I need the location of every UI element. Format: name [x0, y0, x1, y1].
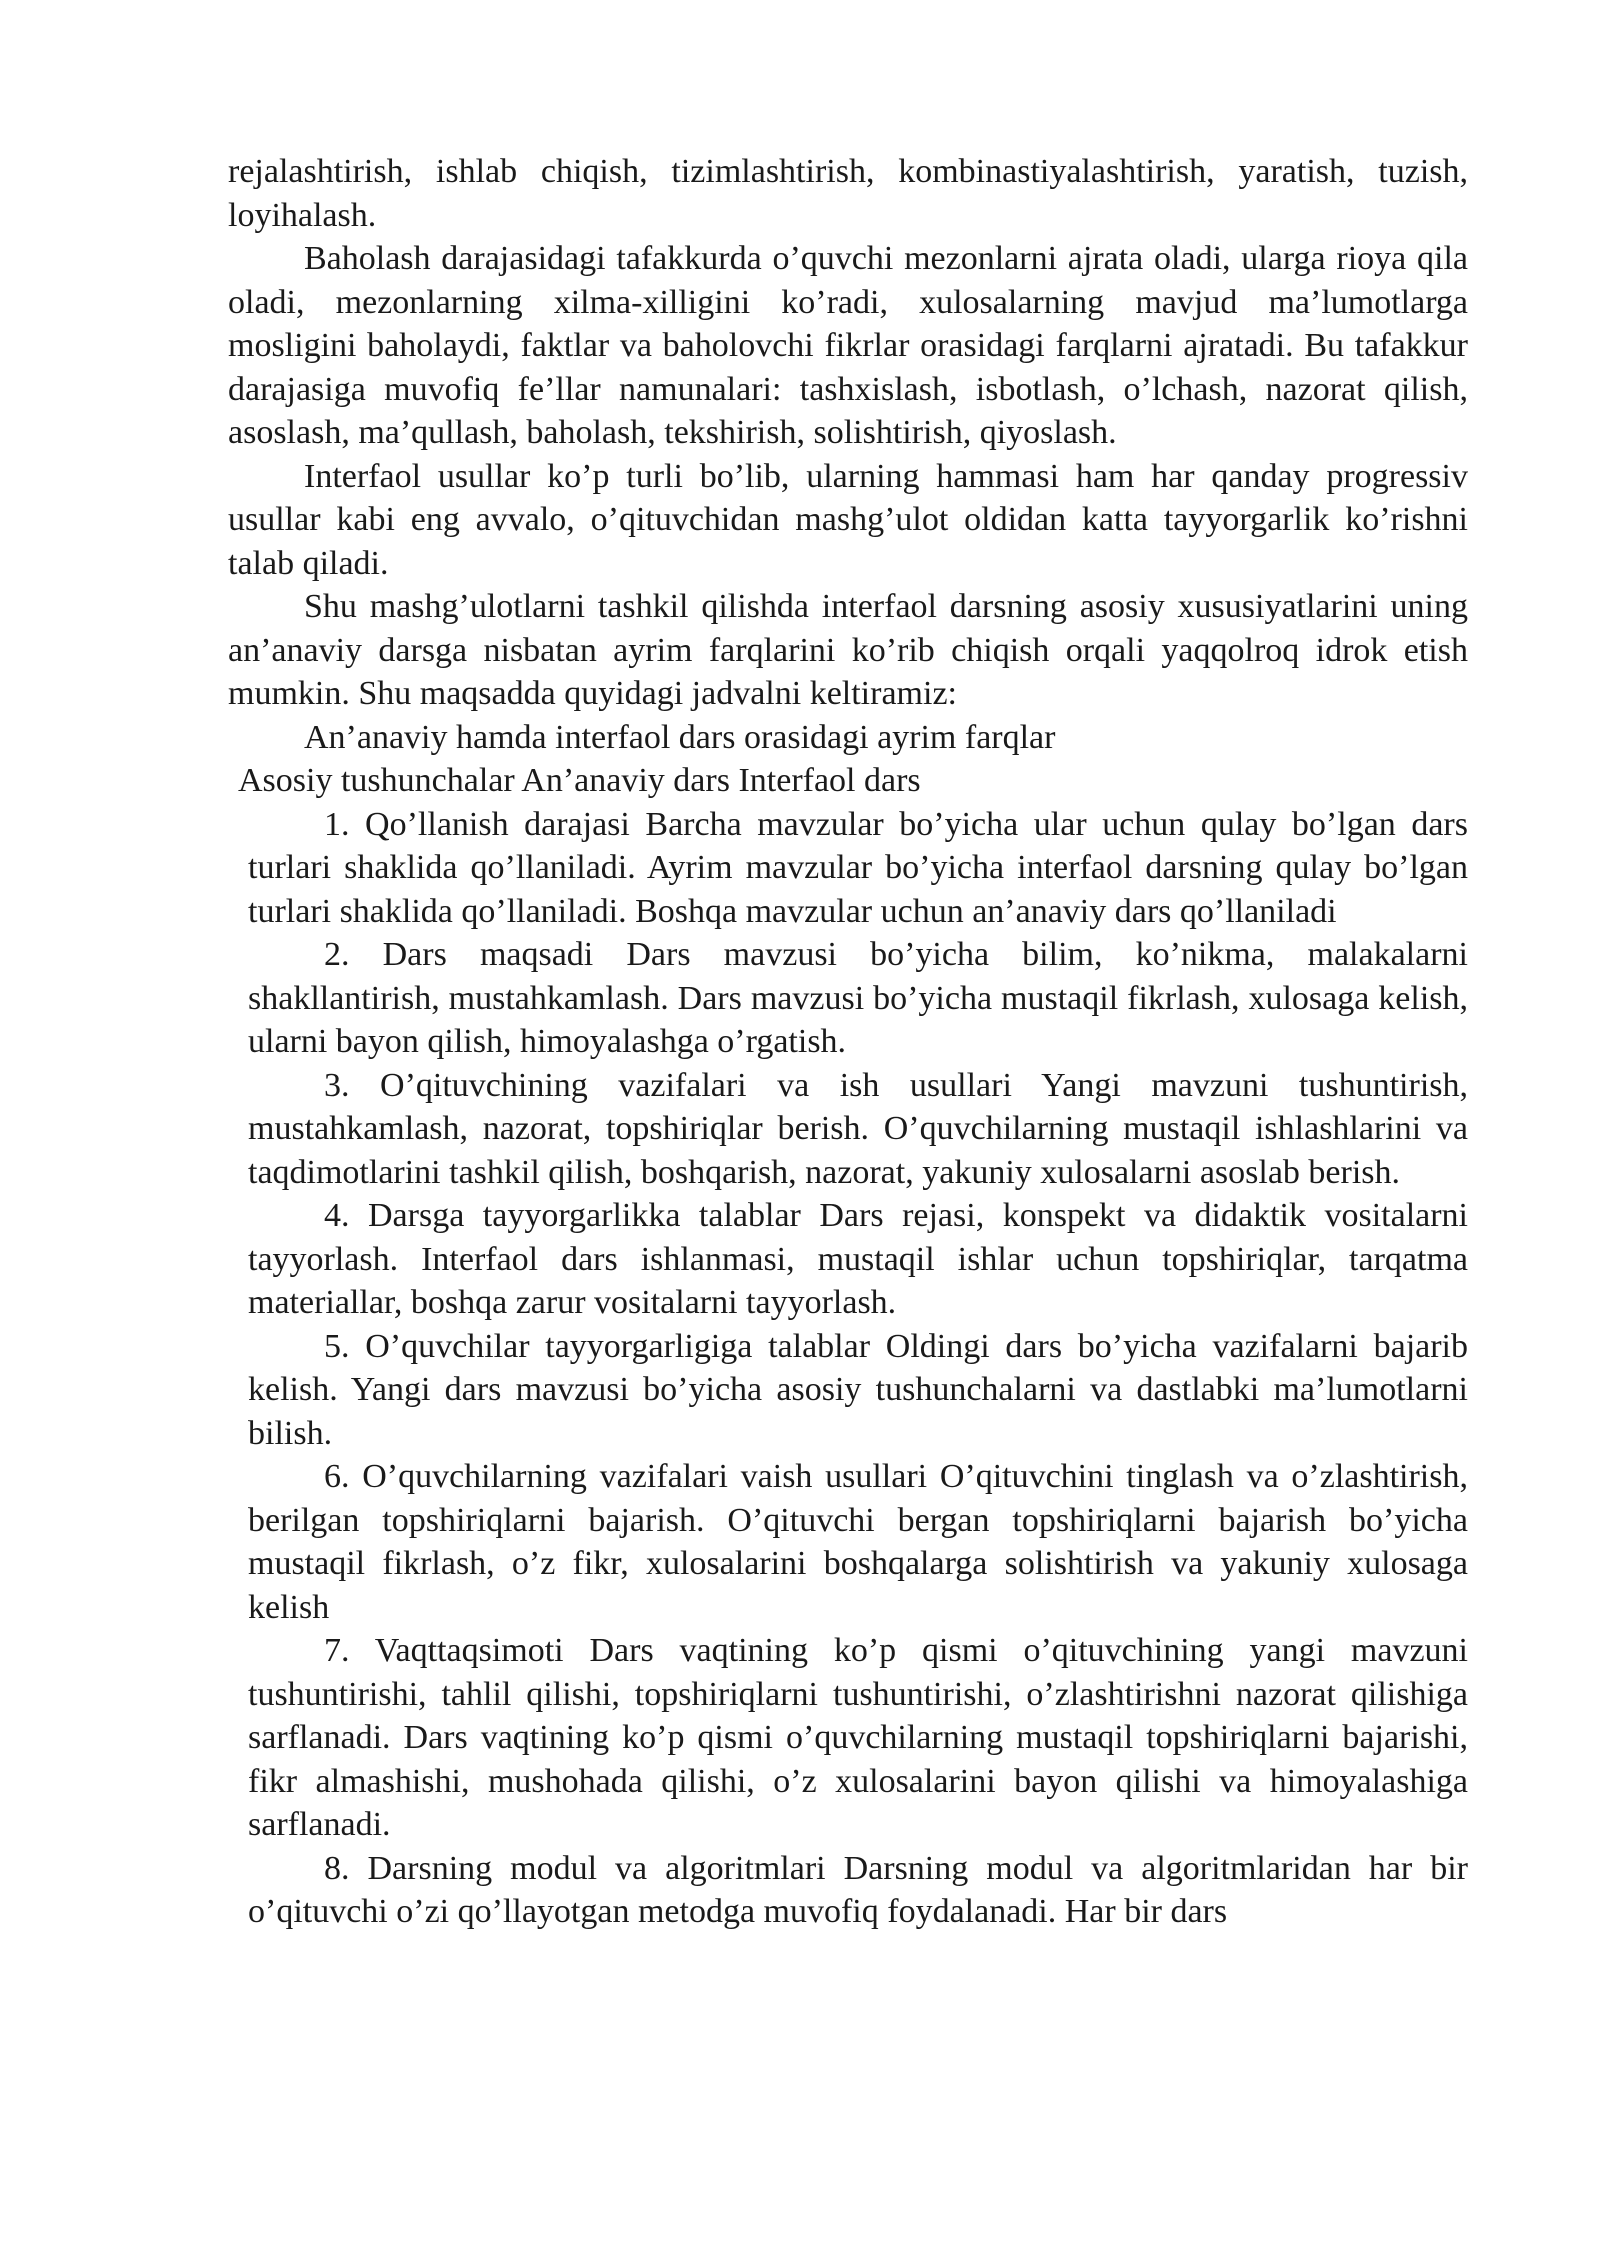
list-item — [248, 1847, 1468, 1934]
list-item — [248, 1064, 1468, 1195]
item-text: O’quvchilarning vazifalari vaish usullari O’qituvchini tinglash va o’zlashtirish, berilgan topshiriqlarni bajarish. O’qituvchi bergan topshiriqlarni bajarish bo’yicha mustaqil fikrlash, o’z fikr, xulosalarini boshqalarga solishtirish va yakuniy xulosaga kelish — [248, 1458, 1468, 1626]
item-number: 1. — [324, 805, 350, 843]
list-item — [248, 803, 1468, 934]
list-item — [248, 1455, 1468, 1629]
item-text: Darsga tayyorgarlikka talablar Dars rejasi, konspekt va didaktik vositalarni tayyorlash. Interfaol dars ishlanmasi, mustaqil ishlar uchun topshiriqlar, tarqatma materiallar, boshqa zarur vositalarni tayyorlash. — [248, 1197, 1468, 1321]
list-item — [248, 933, 1468, 1064]
list-item — [248, 1629, 1468, 1847]
table-header: Asosiy tushunchalar An’anaviy dars Interfaol dars — [238, 762, 921, 799]
item-text: Darsning modul va algoritmlari Darsning modul va algoritmlaridan har bir o’qituvchi o’zi qo’llayotgan metodga muvofiq foydalanadi. Har bir dars — [248, 1849, 1468, 1930]
item-text: Dars maqsadi Dars mavzusi bo’yicha bilim, ko’nikma, malakalarni shakllantirish, mustahkamlash. Dars mavzusi bo’yicha mustaqil fikrlash, xulosaga kelish, ularni bayon qilish, himoyalashga o’rgatish. — [248, 936, 1468, 1060]
item-number: 8. — [324, 1849, 350, 1887]
paragraph: Interfaol usullar ko’p turli bo’lib, ularning hammasi ham har qanday progressiv usullar kabi eng avvalo, o’qituvchidan mashg’ulot oldidan katta tayyorgarlik ko’rishni talab qiladi. — [228, 457, 1468, 582]
item-text: O’qituvchining vazifalari va ish usullari Yangi mavzuni tushuntirish, mustahkamlash, nazorat, topshiriqlar berish. O’quvchilarning mustaqil ishlashlarini va taqdimotlarini tashkil qilish, boshqarish, nazorat, yakuniy xulosalarni asoslab berish. — [248, 1066, 1468, 1191]
table-caption: An’anaviy hamda interfaol dars orasidagi ayrim farqlar — [304, 718, 1056, 756]
list-item — [248, 1325, 1468, 1456]
item-number: 7. — [324, 1632, 350, 1669]
item-text: O’quvchilar tayyorgarligiga talablar Oldingi dars bo’yicha vazifalarni bajarib kelish. Yangi dars mavzusi bo’yicha asosiy tushunchalarni va dastlabki ma’lumotlarni bilish. — [248, 1327, 1468, 1452]
item-number: 6. — [324, 1458, 350, 1495]
item-text: Vaqttaqsimoti Dars vaqtining ko’p qismi o’qituvchining yangi mavzuni tushuntirishi, tahlil qilishi, topshiriqlarni tushuntirishi, o’zlashtirishni nazorat qilishiga sarflanadi. Dars vaqtining ko’p qismi o’quvchilarning mustaqil topshiriqlarni bajarishi, fikr almashishi, mushohada qilishi, o’z xulosalarini bayon qilishi va himoyalashiga sarflanadi. — [248, 1632, 1468, 1843]
item-number: 2. — [324, 936, 350, 973]
list-item — [248, 1194, 1468, 1325]
paragraph: rejalashtirish, ishlab chiqish, tizimlashtirish, kombinastiyalashtirish, yaratish, tuzish, loyihalash. — [228, 153, 1468, 234]
item-text: Qo’llanish darajasi Barcha mavzular bo’yicha ular uchun qulay bo’lgan dars turlari shaklida qo’llaniladi. Ayrim mavzular bo’yicha interfaol darsning qulay bo’lgan turlari shaklida qo’llaniladi. Boshqa mavzular uchun an’anaviy dars qo’llaniladi — [248, 805, 1468, 930]
paragraph: Baholash darajasidagi tafakkurda o’quvchi mezonlarni ajrata oladi, ularga rioya qila oladi, mezonlarning xilma-xilligini ko’radi, xulosalarning mavjud ma’lumotlarga mosligini baholaydi, faktlar va baholovchi fikrlar orasidagi farqlarni ajratadi. Bu tafakkur darajasiga muvofiq fe’llar namunalari: tashxislash, isbotlash, o’lchash, nazorat qilish, asoslash, ma’qullash, baholash, tekshirish, solishtirish, qiyoslash. — [228, 240, 1468, 451]
paragraph: Shu mashg’ulotlarni tashkil qilishda interfaol darsning asosiy xususiyatlarini uning an’anaviy darsga nisbatan ayrim farqlarini ko’rib chiqish orqali yaqqolroq idrok etish mumkin. Shu maqsadda quyidagi jadvalni keltiramiz: — [228, 588, 1468, 712]
item-number: 4. — [324, 1197, 350, 1234]
document-page — [228, 150, 1468, 1934]
item-number: 5. — [324, 1327, 350, 1365]
item-number: 3. — [324, 1066, 350, 1104]
